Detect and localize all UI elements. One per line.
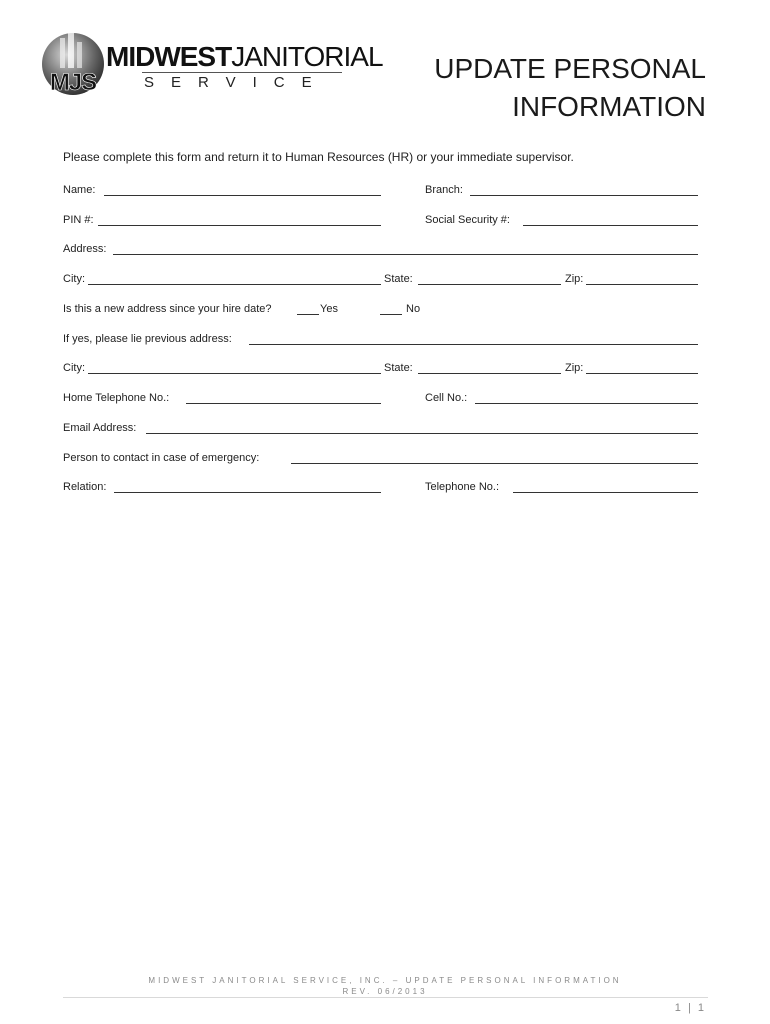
ssn-label: Social Security #: [425, 214, 510, 226]
city-label: City: [63, 362, 85, 374]
state-field[interactable] [418, 284, 561, 285]
city-label: City: [63, 273, 85, 285]
previous-zip-field[interactable] [586, 373, 698, 374]
title-line-2: INFORMATION [512, 91, 706, 122]
footer-title: MIDWEST JANITORIAL SERVICE, INC. – UPDATE PERSONAL INFORMATION [148, 976, 622, 985]
zip-label: Zip: [565, 362, 584, 374]
home-phone-label: Home Telephone No.: [63, 392, 170, 404]
mjs-logo-badge [40, 28, 106, 106]
row-email [63, 421, 698, 435]
city-field[interactable] [88, 284, 381, 285]
page-title [386, 50, 706, 126]
logo-subtitle: SERVICE [144, 74, 329, 91]
branch-label: Branch: [425, 184, 463, 196]
logo-company-name [106, 41, 383, 73]
footer-revision: REV. 06/2013 [342, 987, 428, 996]
previous-address-label: If yes, please lie previous address: [63, 333, 232, 345]
no-blank[interactable] [380, 314, 402, 315]
relation-label: Relation: [63, 481, 107, 493]
logo-name-bold: MIDWEST [106, 41, 232, 72]
row-address [63, 242, 698, 256]
address-label: Address: [63, 243, 107, 255]
zip-field[interactable] [586, 284, 698, 285]
email-field[interactable] [146, 433, 698, 434]
name-label: Name: [63, 184, 96, 196]
no-option-label: No [406, 303, 421, 315]
previous-city-field[interactable] [88, 373, 381, 374]
row-phones [63, 391, 698, 405]
telephone-label: Telephone No.: [425, 481, 499, 493]
yes-blank[interactable] [297, 314, 319, 315]
row-new-address [63, 302, 698, 316]
title-line-1: UPDATE PERSONAL [434, 53, 706, 84]
previous-state-field[interactable] [418, 373, 561, 374]
branch-field[interactable] [470, 195, 698, 196]
zip-label: Zip: [565, 273, 584, 285]
email-label: Email Address: [63, 422, 137, 434]
previous-address-field[interactable] [249, 344, 698, 345]
cell-label: Cell No.: [425, 392, 468, 404]
state-label: State: [384, 273, 413, 285]
logo-name-regular: JANITORIAL [231, 41, 383, 72]
company-logo [40, 28, 383, 108]
emergency-contact-field[interactable] [291, 463, 698, 464]
row-pin-ssn [63, 213, 698, 227]
logo-divider [142, 72, 342, 73]
row-city-state-zip [63, 272, 698, 286]
state-label: State: [384, 362, 413, 374]
row-previous-address [63, 332, 698, 346]
emergency-contact-label: Person to contact in case of emergency: [63, 452, 260, 464]
new-address-question: Is this a new address since your hire date? [63, 303, 272, 315]
form-instructions: Please complete this form and return it to Human Resources (HR) or your immediate supervisor. [63, 150, 574, 164]
ssn-field[interactable] [523, 225, 698, 226]
pin-label: PIN #: [63, 214, 94, 226]
name-field[interactable] [104, 195, 381, 196]
yes-option-label: Yes [320, 303, 338, 315]
footer-divider [63, 997, 708, 998]
row-emergency-contact [63, 451, 698, 465]
cell-field[interactable] [475, 403, 698, 404]
emergency-telephone-field[interactable] [513, 492, 698, 493]
row-relation-telephone [63, 480, 698, 494]
pin-field[interactable] [98, 225, 381, 226]
logo-badge-text: MJS [49, 69, 97, 96]
home-phone-field[interactable] [186, 403, 381, 404]
page-number: 1 | 1 [674, 1002, 706, 1014]
row-city-state-zip-previous [63, 361, 698, 375]
address-field[interactable] [113, 254, 698, 255]
relation-field[interactable] [114, 492, 381, 493]
row-name-branch [63, 183, 698, 197]
